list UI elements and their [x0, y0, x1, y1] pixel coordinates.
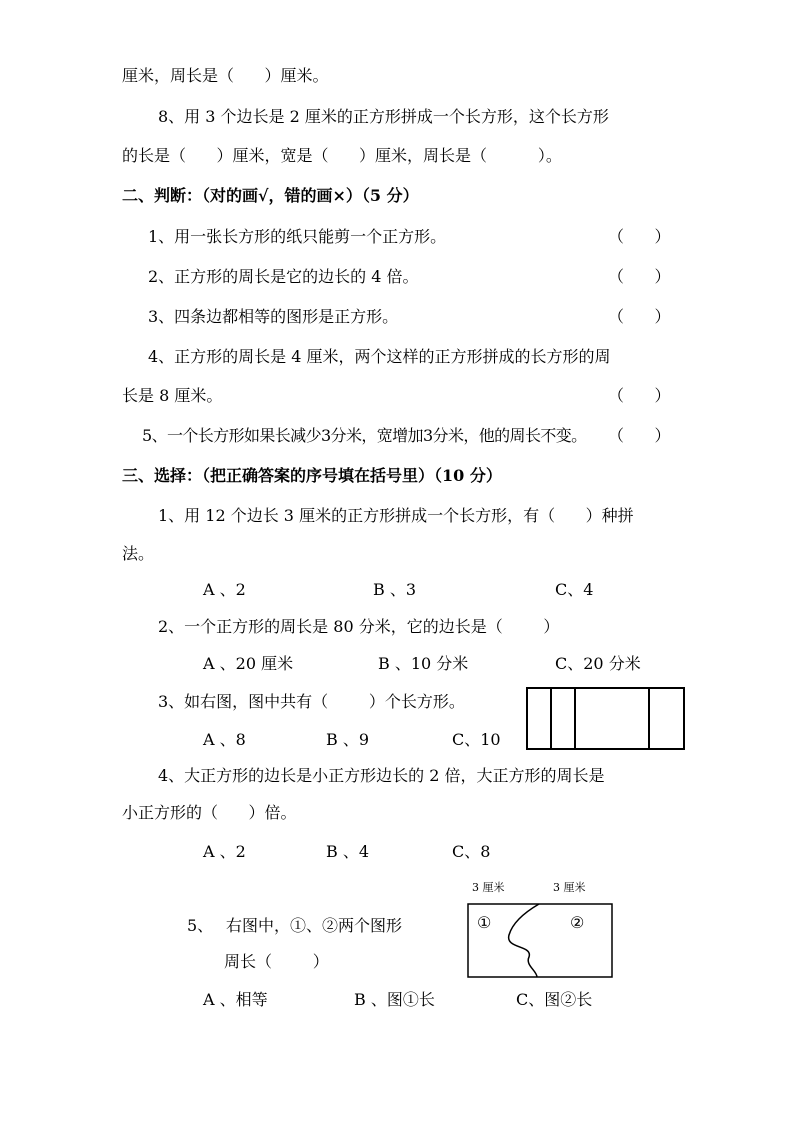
judge-heading: 二、判断：（对的画√，错的画×）（5 分）: [122, 186, 419, 205]
fill-line-a: 厘米，周长是（ ）厘米。: [122, 66, 329, 85]
choice-q1-option-a[interactable]: A 、2: [203, 580, 246, 599]
judge-item-4-cont: 长是 8 厘米。: [122, 386, 223, 405]
choice-q4-option-a[interactable]: A 、2: [203, 842, 246, 861]
choice-heading: 三、选择：（把正确答案的序号填在括号里）（10 分）: [122, 466, 502, 485]
choice-q1-option-b[interactable]: B 、3: [373, 580, 417, 599]
choice-q1-line1: 1、用 12 个边长 3 厘米的正方形拼成一个长方形，有（ ）种拼: [158, 506, 634, 525]
judge-item-3: 3、四条边都相等的图形是正方形。: [148, 307, 399, 326]
q3-rectangles-figure: [526, 687, 686, 751]
choice-q5-option-a[interactable]: A 、相等: [203, 990, 268, 1009]
q5-fig-label-right: 3 厘米: [553, 881, 586, 894]
judge-answer-5[interactable]: （ ）: [608, 426, 671, 445]
q5-mark-1: ①: [477, 913, 492, 932]
q5-mark-2: ②: [570, 913, 585, 932]
fill-q8-line1: 8、用 3 个边长是 2 厘米的正方形拼成一个长方形，这个长方形: [158, 107, 609, 126]
judge-answer-1[interactable]: （ ）: [608, 227, 671, 246]
choice-q4-line2: 小正方形的（ ）倍。: [122, 803, 297, 822]
choice-q1-option-c[interactable]: C、4: [555, 580, 594, 599]
q5-fig-label-left: 3 厘米: [472, 881, 505, 894]
choice-q3-option-a[interactable]: A 、8: [203, 730, 246, 749]
choice-q3-line1: 3、如右图，图中共有（ ）个长方形。: [158, 692, 465, 711]
choice-q5-line1: 右图中，①、②两个图形: [226, 916, 403, 935]
choice-q5-option-c[interactable]: C、图②长: [516, 990, 593, 1009]
choice-q4-option-c[interactable]: C、8: [452, 842, 491, 861]
choice-q3-option-c[interactable]: C、10: [452, 730, 501, 749]
choice-q5-line2: 周长（ ）: [224, 952, 329, 971]
choice-q3-option-b[interactable]: B 、9: [326, 730, 370, 749]
choice-q2-line1: 2、一个正方形的周长是 80 分米，它的边长是（ ）: [158, 617, 560, 636]
fill-q8-line2: 的长是（ ）厘米，宽是（ ）厘米，周长是（ ）。: [122, 146, 562, 165]
choice-q5-option-b[interactable]: B 、图①长: [354, 990, 435, 1009]
q5-curve: [509, 904, 539, 977]
judge-item-2: 2、正方形的周长是它的边长的 4 倍。: [148, 267, 419, 286]
judge-answer-2[interactable]: （ ）: [608, 267, 671, 286]
choice-q2-option-c[interactable]: C、20 分米: [555, 654, 641, 673]
judge-item-1: 1、用一张长方形的纸只能剪一个正方形。: [148, 227, 447, 246]
judge-item-4: 4、正方形的周长是 4 厘米，两个这样的正方形拼成的长方形的周: [148, 347, 611, 366]
choice-q2-option-b[interactable]: B 、10 分米: [378, 654, 469, 673]
choice-q1-line2: 法。: [122, 544, 155, 563]
choice-q2-option-a[interactable]: A 、20 厘米: [203, 654, 294, 673]
choice-q5-number: 5、: [187, 916, 214, 935]
judge-answer-3[interactable]: （ ）: [608, 307, 671, 326]
judge-answer-4[interactable]: （ ）: [608, 386, 671, 405]
choice-q4-option-b[interactable]: B 、4: [326, 842, 370, 861]
choice-q4-line1: 4、大正方形的边长是小正方形边长的 2 倍，大正方形的周长是: [158, 766, 605, 785]
judge-item-5: 5、一个长方形如果长减少3分米，宽增加3分米，他的周长不变。: [142, 426, 587, 445]
